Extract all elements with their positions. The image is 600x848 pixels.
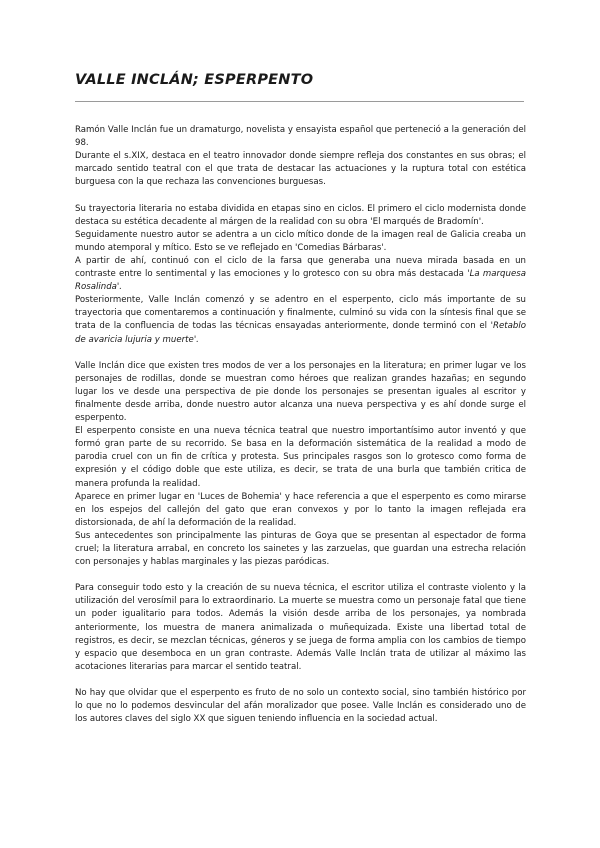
paragraph-techniques: Para conseguir todo esto y la creación de su nueva técnica, el escritor utiliza el contraste violento y la utilización del verosímil para lo extraordinario. La muerte se muestra como un personaje fatal que tiene un poder igualitario para todos. Además la visión desde arriba de los personajes, ya nombrada anteriormente, los muestra de manera animalizada o muñequizada. Existe una libertad total de registros, es decir, se mezclan técnicas, géneros y se juega de forma amplia con los cambios de tiempo y espacio que desemboca en un gran contraste. Además Valle Inclán trata de utilizar al máximo las acotaciones literarias para marcar el sentido teatral. — [75, 583, 526, 672]
paragraph-modernist-cycle: Su trayectoria literaria no estaba dividida en etapas sino en ciclos. El primero el ciclo modernista donde destaca su estética decadente al márgen de la realidad con su obra 'El marqués de Bradomín'. — [75, 203, 526, 227]
paragraph-gap — [75, 674, 526, 687]
paragraph-esperpento-cycle — [75, 294, 526, 346]
farce-cycle-text: A partir de ahí, continuó con el ciclo de la farsa que generaba una nueva mirada basada en un contraste entre lo sentimental y las emociones y lo grotesco con su obra más destacada — [75, 255, 526, 280]
farce-cycle-work-title: 'La marquesa Rosalinda'. — [75, 269, 526, 293]
paragraph-conclusion: No hay que olvidar que el esperpento es fruto de no solo un contexto social, sino también histórico por lo que no lo podemos desvincular del afán moralizador que posee. Valle Inclán es considerado uno de los autores claves del siglo XX que siguen teniendo influencia en la sociedad actual. — [75, 688, 526, 725]
document-body — [75, 124, 526, 726]
paragraph-mythic-cycle: Seguidamente nuestro autor se adentra a un ciclo mítico donde de la imagen real de Galicia creaba un mundo atemporal y mítico. Esto se ve reflejado en 'Comedias Bárbaras'. — [75, 229, 526, 253]
paragraph-farce-cycle — [75, 255, 526, 294]
paragraph-xix-century: Durante el s.XIX, destaca en el teatro innovador donde siempre refleja dos constantes en sus obras; el marcado sentido teatral con el que trata de destacar las actuaciones y la ruptura total con estética burguesa con la que rechaza las convenciones burguesas. — [75, 151, 526, 188]
document-title: VALLE INCLÁN; ESPERPENTO — [75, 72, 314, 88]
paragraph-gap — [75, 347, 526, 360]
paragraph-gap — [75, 569, 526, 582]
paragraph-esperpento-definition: El esperpento consiste en una nueva técnica teatral que nuestro importantísimo autor inventó y que formó gran parte de su recorrido. Se basa en la deformación sistemática de la realidad a modo de parodia cruel con un fin de crítica y protesta. Sus principales rasgos son lo grotesco como forma de expresión y el código doble que este utiliza, es decir, se trata de una burla que también critica de manera profunda la realidad. — [75, 426, 526, 489]
paragraph-luces-de-bohemia: Aparece en primer lugar en 'Luces de Bohemia' y hace referencia a que el esperpento es como mirarse en los espejos del callejón del gato que eran convexos y por lo tanto la imagen reflejada era distorsionada, de ahí la deformación de la realidad. — [75, 491, 526, 528]
paragraph-gap — [75, 189, 526, 202]
esperpento-cycle-text: Posteriormente, Valle Inclán comenzó y se adentro en el esperpento, ciclo más importante de su trayectoria que comentaremos a continuación y finalmente, culminó su vida con la síntesis final que se trata de la confluencia de todas las técnicas ensayadas anteriormente, donde terminó con el — [75, 295, 526, 332]
title-divider — [75, 101, 524, 102]
paragraph-three-perspectives: Valle Inclán dice que existen tres modos de ver a los personajes en la literatura; en primer lugar ve los personajes de rodillas, donde se muestran como héroes que realizan grandes hazañas; en segundo lugar los ve desde una perspectiva de pie donde los personajes se presentan iguales al escritor y finalmente desde arriba, donde nuestro autor alcanza una nueva perspectiva y es ahí donde surge el esperpento. — [75, 360, 526, 424]
esperpento-cycle-work-title: 'Retablo de avaricia lujuria y muerte'. — [75, 321, 526, 345]
paragraph-antecedents: Sus antecedentes son principalmente las pinturas de Goya que se presentan al espectador de forma cruel; la literatura arrabal, en concreto los sainetes y las zarzuelas, que guardan una estrecha relación con personajes y hablas marginales y las piezas paródicas. — [75, 530, 526, 568]
paragraph-intro: Ramón Valle Inclán fue un dramaturgo, novelista y ensayista español que perteneció a la generación del 98. — [75, 125, 526, 149]
